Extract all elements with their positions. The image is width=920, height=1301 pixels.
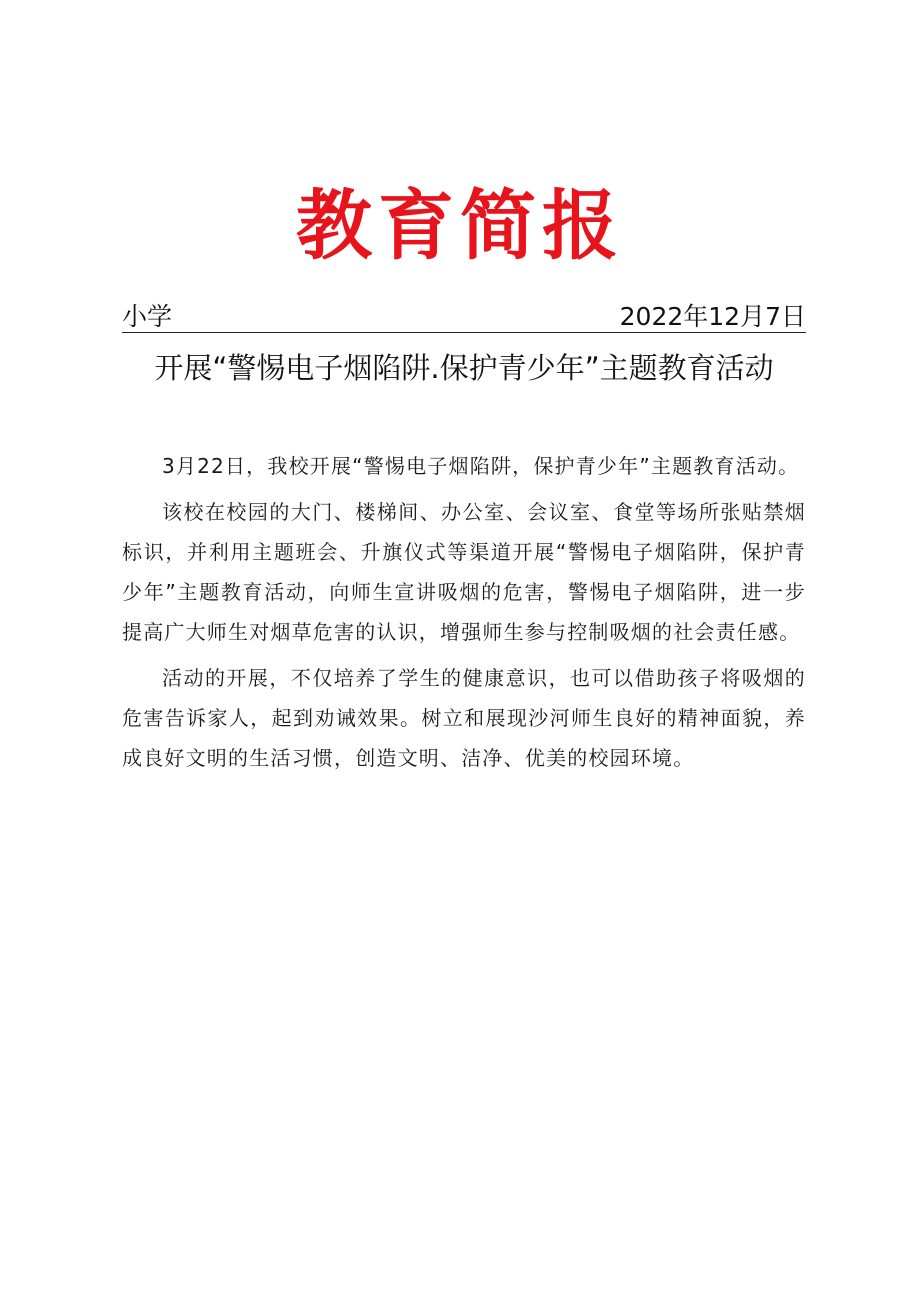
dateline — [122, 298, 806, 333]
article-paragraph: 3月22日，我校开展“警惕电子烟陷阱，保护青少年”主题教育活动。 — [162, 454, 800, 478]
article-paragraph: 活动的开展，不仅培养了学生的健康意识，也可以借助孩子将吸烟的危害告诉家人，起到劝诫效果。树立和展现沙河师生良好的精神面貌，养成良好文明的生活习惯，创造文明、洁净、优美的校园环境。 — [122, 666, 806, 770]
school-name: 小学 — [122, 302, 173, 331]
masthead-title: 教育简报 — [296, 181, 624, 270]
issue-date: 2022年12月7日 — [619, 302, 806, 331]
article-headline: 开展“警惕电子烟陷阱.保护青少年”主题教育活动 — [154, 351, 774, 385]
article-body — [122, 446, 806, 784]
article-paragraph: 该校在校园的大门、楼梯间、办公室、会议室、食堂等场所张贴禁烟标识，并利用主题班会、升旗仪式等渠道开展“警惕电子烟陷阱，保护青少年”主题教育活动，向师生宣讲吸烟的危害，警惕电子烟陷阱，进一步提高广大师生对烟草危害的认识，增强师生参与控制吸烟的社会责任感。 — [122, 500, 806, 644]
